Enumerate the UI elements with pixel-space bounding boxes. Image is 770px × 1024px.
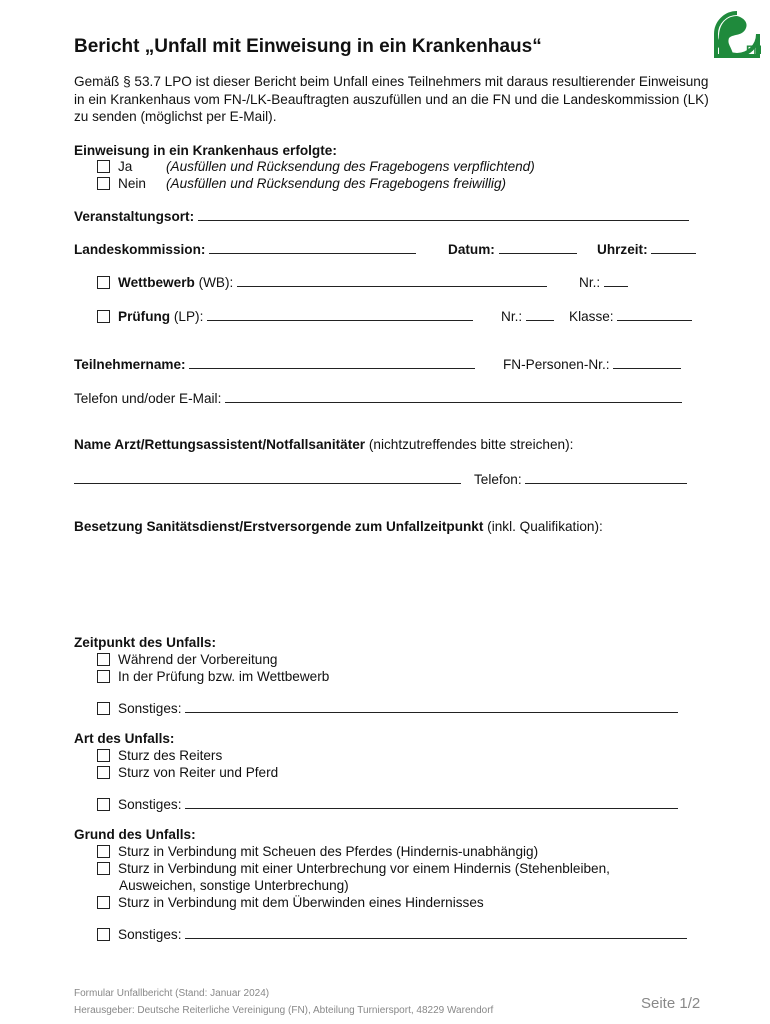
cause-option-shying[interactable] — [97, 844, 538, 859]
exam-class-field[interactable] — [617, 308, 692, 321]
competition-checkbox[interactable] — [97, 276, 110, 289]
competition-nr-label: Nr.: — [579, 275, 601, 290]
footer — [74, 985, 493, 1019]
doctor-name-field[interactable] — [74, 471, 461, 484]
intro-text: Gemäß § 53.7 LPO ist dieser Bericht beim Unfall eines Teilnehmers mit daraus resultierender Einweisung in ein Krankenhaus vom FN-/LK-Beauftragten auszufüllen und an die FN und die Landeskommission (LK) zu senden (möglichst per E-Mail). — [74, 74, 709, 124]
checkbox[interactable] — [97, 928, 110, 941]
time-option-exam[interactable] — [97, 669, 329, 684]
doctor-label: Name Arzt/Rettungsassistent/Notfallsanitäter — [74, 437, 366, 452]
time-field[interactable] — [651, 241, 696, 254]
time-option-other[interactable] — [97, 700, 678, 716]
exam-field[interactable] — [207, 308, 473, 321]
medical-service-label: Besetzung Sanitätsdienst/Erstversorgende zum Unfallzeitpunkt — [74, 519, 484, 534]
yes-label: Ja — [118, 159, 133, 174]
type-option-other[interactable] — [97, 796, 678, 812]
no-label: Nein — [118, 176, 146, 191]
admission-no-option[interactable] — [97, 176, 507, 191]
fn-logo — [713, 10, 761, 60]
other-label: Sonstiges: — [118, 701, 182, 716]
exam-class-label: Klasse: — [569, 309, 614, 324]
admission-heading: Einweisung in ein Krankenhaus erfolgte: — [74, 143, 337, 158]
contact-label: Telefon und/oder E-Mail: — [74, 391, 222, 406]
footer-publisher: Herausgeber: Deutsche Reiterliche Vereinigung (FN), Abteilung Turniersport, 48229 Warendorf — [74, 1005, 494, 1016]
time-of-accident-heading: Zeitpunkt des Unfalls: — [74, 635, 216, 650]
competition-field[interactable] — [237, 274, 547, 287]
footer-form-info: Formular Unfallbericht (Stand: Januar 2024) — [74, 988, 270, 999]
doctor-phone-field[interactable] — [525, 471, 687, 484]
cause-option-interruption-cont: Ausweichen, sonstige Unterbrechung) — [119, 878, 349, 893]
svg-text:FN: FN — [746, 43, 761, 57]
checkbox[interactable] — [97, 702, 110, 715]
participant-label: Teilnehmername: — [74, 357, 186, 372]
option-label: Sturz von Reiter und Pferd — [118, 765, 279, 780]
exam-abbr: (LP): — [170, 309, 204, 324]
time-option-preparation[interactable] — [97, 652, 277, 667]
form-title: Bericht „Unfall mit Einweisung in ein Krankenhaus“ — [74, 36, 542, 57]
checkbox[interactable] — [97, 845, 110, 858]
time-label: Uhrzeit: — [597, 242, 648, 257]
checkbox[interactable] — [97, 749, 110, 762]
other-label: Sonstiges: — [118, 797, 182, 812]
checkbox[interactable] — [97, 798, 110, 811]
other-label: Sonstiges: — [118, 927, 182, 942]
fn-number-label: FN-Personen-Nr.: — [503, 357, 610, 372]
no-checkbox[interactable] — [97, 177, 110, 190]
option-label: Sturz in Verbindung mit dem Überwinden eines Hindernisses — [118, 895, 484, 910]
page-number: Seite 1/2 — [641, 995, 701, 1012]
option-label: Sturz des Reiters — [118, 748, 223, 763]
option-label: Während der Vorbereitung — [118, 652, 278, 667]
yes-checkbox[interactable] — [97, 160, 110, 173]
commission-label: Landeskommission: — [74, 242, 206, 257]
competition-abbr: (WB): — [194, 275, 234, 290]
yes-note: (Ausfüllen und Rücksendung des Fragebogens verpflichtend) — [166, 159, 535, 174]
fn-number-field[interactable] — [613, 356, 681, 369]
checkbox[interactable] — [97, 670, 110, 683]
venue-field[interactable] — [198, 208, 689, 221]
checkbox[interactable] — [97, 862, 110, 875]
type-option-rider-horse-fall[interactable] — [97, 765, 278, 780]
contact-field[interactable] — [225, 390, 682, 403]
competition-nr-field[interactable] — [604, 274, 628, 287]
medical-service-area[interactable] — [74, 540, 704, 630]
time-other-field[interactable] — [185, 700, 678, 713]
date-field[interactable] — [499, 241, 577, 254]
participant-field[interactable] — [189, 356, 475, 369]
admission-yes-option[interactable] — [97, 159, 535, 174]
exam-nr-field[interactable] — [526, 308, 554, 321]
doctor-phone-label: Telefon: — [474, 472, 522, 487]
cause-of-accident-heading: Grund des Unfalls: — [74, 827, 196, 842]
option-label: Sturz in Verbindung mit Scheuen des Pferdes (Hindernis-unabhängig) — [118, 844, 539, 859]
cause-other-field[interactable] — [185, 926, 687, 939]
type-option-rider-fall[interactable] — [97, 748, 222, 763]
no-note: (Ausfüllen und Rücksendung des Fragebogens freiwillig) — [166, 176, 507, 191]
medical-service-note: (inkl. Qualifikation): — [483, 519, 603, 534]
exam-label: Prüfung — [118, 309, 171, 324]
doctor-note: (nichtzutreffendes bitte streichen): — [365, 437, 574, 452]
checkbox[interactable] — [97, 766, 110, 779]
option-label: In der Prüfung bzw. im Wettbewerb — [118, 669, 330, 684]
date-label: Datum: — [448, 242, 495, 257]
checkbox[interactable] — [97, 896, 110, 909]
commission-field[interactable] — [209, 241, 416, 254]
type-other-field[interactable] — [185, 796, 678, 809]
option-label: Sturz in Verbindung mit einer Unterbrechung vor einem Hindernis (Stehenbleiben, — [118, 861, 610, 876]
exam-nr-label: Nr.: — [501, 309, 523, 324]
cause-option-jumping[interactable] — [97, 895, 484, 910]
cause-option-other[interactable] — [97, 926, 687, 942]
competition-label: Wettbewerb — [118, 275, 195, 290]
checkbox[interactable] — [97, 653, 110, 666]
type-of-accident-heading: Art des Unfalls: — [74, 731, 175, 746]
cause-option-interruption[interactable] — [97, 861, 610, 876]
venue-label: Veranstaltungsort: — [74, 209, 195, 224]
exam-checkbox[interactable] — [97, 310, 110, 323]
